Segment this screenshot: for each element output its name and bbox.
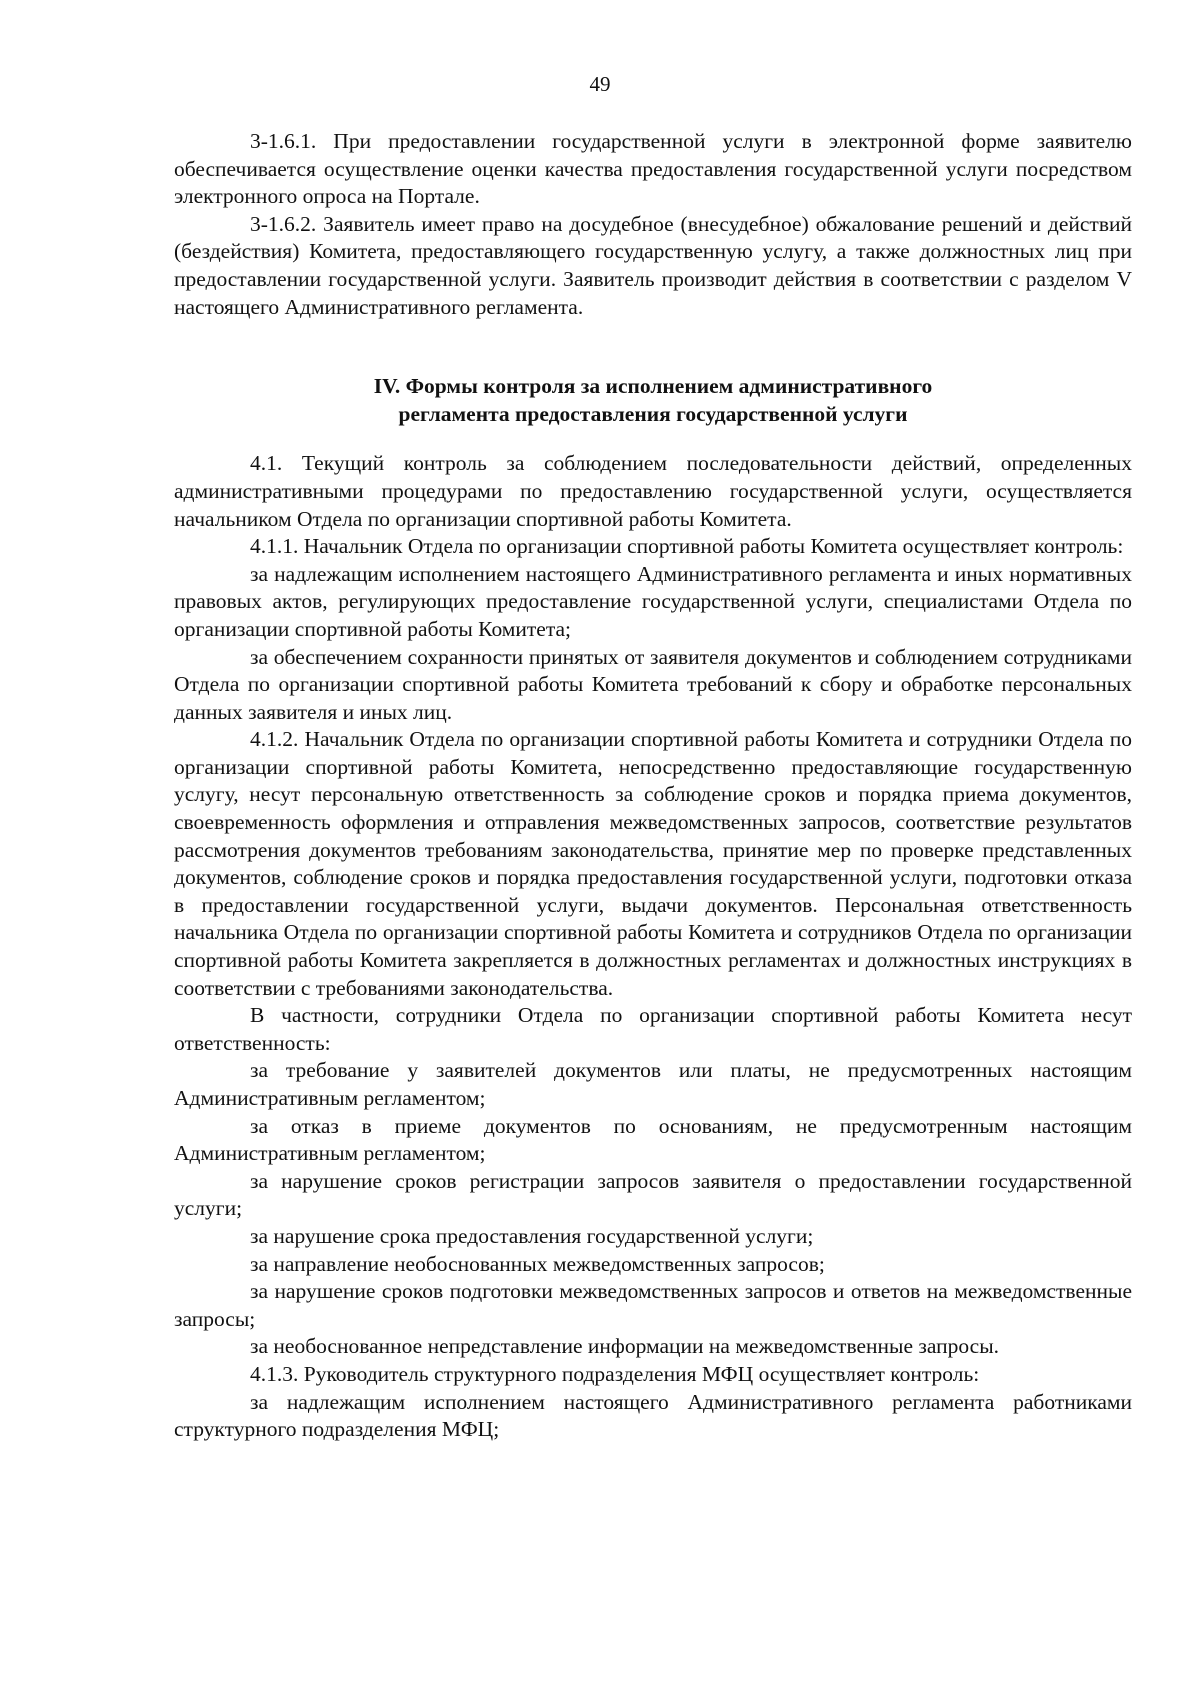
paragraph-4-1-3: 4.1.3. Руководитель структурного подразделения МФЦ осуществляет контроль:: [250, 1361, 980, 1386]
paragraph-item: за нарушение сроков подготовки межведомственных запросов и ответов на межведомственные запросы;: [174, 1279, 1132, 1331]
paragraph-item: за отказ в приеме документов по основаниям, не предусмотренным настоящим Административным регламентом;: [174, 1113, 1132, 1166]
paragraph-4-1: 4.1. Текущий контроль за соблюдением последовательности действий, определенных административными процедурами по предоставлению государственной услуги, осуществляется начальником Отдела по организации спортивной работы Комитета.: [174, 451, 1132, 531]
document-body: [174, 128, 1132, 1444]
paragraph-3-1-6-2: 3-1.6.2. Заявитель имеет право на досудебное (внесудебное) обжалование решений и действий (бездействия) Комитета, предоставляющего государственную услугу, а также должностных лиц при предоставлении государственной услуги. Заявитель производит действия в соответствии с разделом V настоящего Административного регламента.: [174, 211, 1132, 319]
paragraph-item: В частности, сотрудники Отдела по организации спортивной работы Комитета несут ответственность:: [174, 1003, 1132, 1055]
paragraph-4-1-2: 4.1.2. Начальник Отдела по организации спортивной работы Комитета и сотрудники Отдела по организации спортивной работы Комитета, непосредственно предоставляющие государственную услугу, несут персональную ответственность за соблюдение сроков и порядка приема документов, своевременность оформления и отправления межведомственных запросов, соответствие результатов рассмотрения документов требованиям законодательства, принятие мер по проверке представленных документов, соблюдение сроков и порядка предоставления государственной услуги, подготовки отказа в предоставлении государственной услуги, выдачи документов. Персональная ответственность начальника Отдела по организации спортивной работы Комитета и сотрудников Отдела по организации спортивной работы Комитета закрепляется в должностных регламентах и должностных инструкциях в соответствии с требованиями законодательства.: [174, 727, 1132, 1000]
section-heading-line-2: регламента предоставления государственной услуги: [398, 401, 908, 426]
paragraph-item: за надлежащим исполнением настоящего Административного регламента и иных нормативных правовых актов, регулирующих предоставление государственной услуги, специалистами Отдела по организации спортивной работы Комитета;: [174, 561, 1132, 641]
paragraph-3-1-6-1: 3-1.6.1. При предоставлении государственной услуги в электронной форме заявителю обеспечивается осуществление оценки качества предоставления государственной услуги посредством электронного опроса на Портале.: [174, 129, 1132, 209]
paragraph-item: за требование у заявителей документов или платы, не предусмотренных настоящим Административным регламентом;: [174, 1058, 1132, 1110]
page-number: 49: [589, 72, 611, 96]
paragraph-item: за обеспечением сохранности принятых от заявителя документов и соблюдением сотрудниками Отдела по организации спортивной работы Комитета требований к сбору и обработке персональных данных заявителя и иных лиц.: [174, 644, 1132, 724]
paragraph-item: за надлежащим исполнением настоящего Административного регламента работниками структурного подразделения МФЦ;: [174, 1389, 1132, 1442]
paragraph-item: за нарушение сроков регистрации запросов заявителя о предоставлении государственной услуги;: [174, 1168, 1132, 1221]
paragraph-4-1-1: 4.1.1. Начальник Отдела по организации спортивной работы Комитета осуществляет контроль:: [250, 534, 1124, 559]
paragraph-item: за необоснованное непредставление информации на межведомственные запросы.: [250, 1334, 1000, 1359]
paragraph-item: за направление необоснованных межведомственных запросов;: [250, 1251, 825, 1276]
section-heading-line-1: IV. Формы контроля за исполнением административного: [373, 374, 933, 399]
section-heading: [174, 373, 1132, 428]
paragraph-item: за нарушение срока предоставления государственной услуги;: [250, 1223, 814, 1248]
